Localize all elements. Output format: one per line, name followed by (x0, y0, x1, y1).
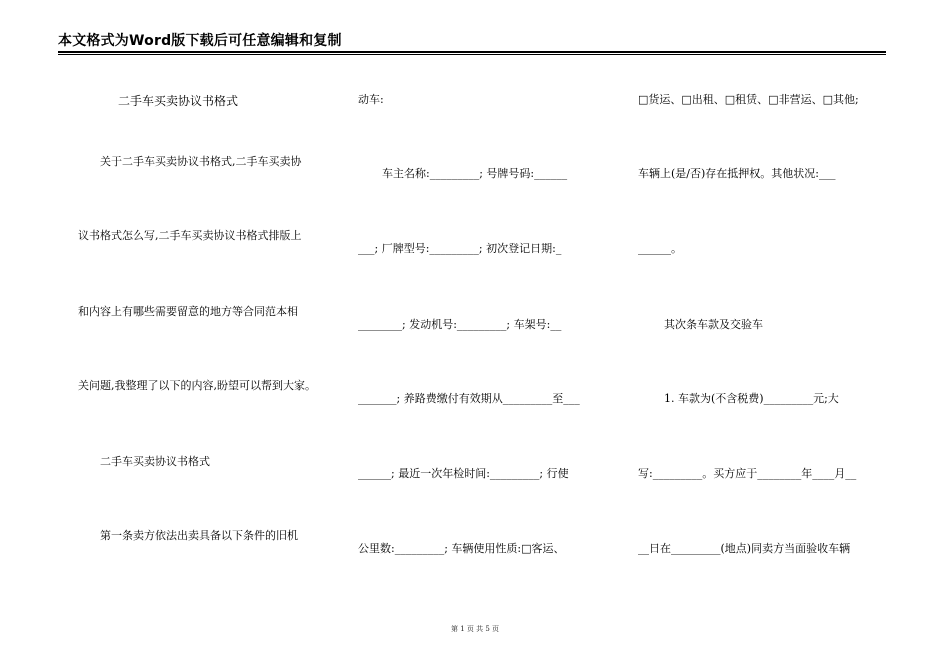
body-line: ______。 (638, 242, 682, 255)
body-line: ___; 厂牌型号:_________; 初次登记日期:_ (358, 242, 562, 255)
body-line: 车辆上(是/否)存在抵押权。其他状况:___ (638, 167, 836, 180)
body-line: 写:_________。买方应于________年____月__ (638, 467, 857, 480)
body-line: 公里数:_________; 车辆使用性质:□客运、 (358, 542, 565, 555)
body-line: 第一条卖方依法出卖具备以下条件的旧机 (100, 529, 298, 542)
page-number: 第 1 页 共 5 页 (450, 625, 500, 633)
body-line: 议书格式怎么写,二手车买卖协议书格式排版上 (78, 229, 302, 242)
section-heading: 二手车买卖协议书格式 (100, 455, 210, 468)
body-line: 和内容上有哪些需要留意的地方等合同范本相 (78, 305, 298, 318)
body-line: ______; 最近一次年检时间:_________; 行使 (358, 467, 569, 480)
header-rule (58, 51, 886, 53)
body-line: □货运、□出租、□租赁、□非营运、□其他; (638, 93, 859, 106)
section-heading: 其次条车款及交验车 (664, 318, 763, 331)
body-line: 关问题,我整理了以下的内容,盼望可以帮到大家。 (78, 379, 316, 392)
body-line: ________; 发动机号:_________; 车架号:__ (358, 318, 562, 331)
body-line: _______; 养路费缴付有效期从_________至___ (358, 392, 580, 405)
body-line: __日在_________(地点)同卖方当面验收车辆 (638, 542, 851, 555)
body-line: 车主名称:_________; 号牌号码:______ (382, 167, 568, 180)
body-line: 动车: (358, 93, 384, 106)
document-header: 本文格式为Word版下载后可任意编辑和复制 (58, 33, 342, 49)
body-line: 1. 车款为(不含税费)_________元;大 (664, 392, 839, 405)
document-title: 二手车买卖协议书格式 (118, 94, 239, 108)
header-rule-thin (58, 54, 886, 55)
body-line: 关于二手车买卖协议书格式,二手车买卖协 (100, 155, 302, 168)
